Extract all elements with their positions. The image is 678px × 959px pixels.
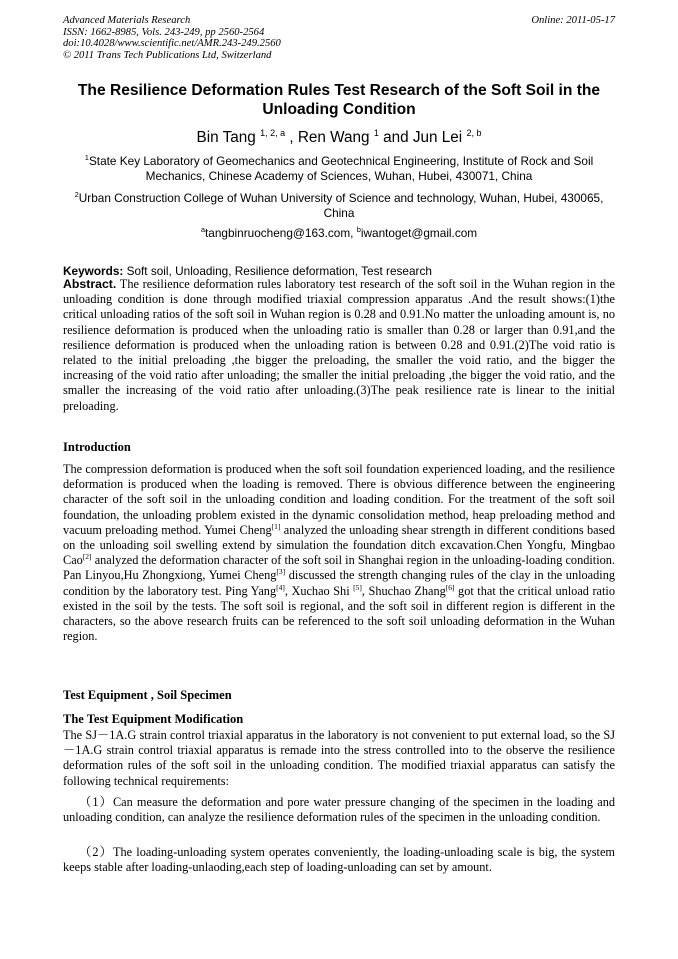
author-affiliation-mark: 2, b [466, 128, 482, 138]
doi-line: doi:10.4028/www.scientific.net/AMR.243-249.2560 [63, 38, 281, 50]
citation[interactable]: [3] [276, 567, 286, 577]
email-mark: a [200, 225, 206, 234]
author-separator: , [285, 129, 298, 146]
email-separator: , [350, 226, 357, 240]
affiliation [63, 154, 615, 184]
journal-name: Advanced Materials Research [63, 15, 191, 26]
abstract [63, 277, 615, 414]
citation[interactable]: [5] [353, 582, 362, 592]
affiliation [63, 191, 615, 221]
author-name: Ren Wang [297, 129, 370, 146]
email-mark: b [356, 225, 361, 234]
intro-text: The compression deformation is produced when the soft soil foundation experienced loading, and the resilience deformation is produced when the loading is removed. There is obvious difference between the engineering character of the soft soil in the unloading condition and loading condition. For the treatment of the soft soil foundation, the unloading problem existed in the dynamic consolidation method, heap preloading method and vacuum preloading method. Yumei Cheng [63, 462, 615, 537]
online-date: Online: 2011-05-17 [531, 15, 615, 26]
abstract-text: The resilience deformation rules laboratory test research of the soft soil in the Wuhan region in the unloading condition is done through modified triaxial compression apparatus .And the result shows:(1)the critical unloading ratios of the soft soil in Wuhan region is 0.28 and 0.91.No matter the unloading amount is, no resilience deformation is produced when the unloading ratio is smaller than 0.28 or larger than 0.91,and the resilience deformation is produced when the unloading ration is between 0.28 and 0.91.(2)The void ratio is related to the initial preloading ,the bigger the preloading, the smaller the void ratio, and the bigger the increasing of the void ratio after unloading; the smaller the initial preloading ,the bigger the void ratio, and the smaller the increasing of the void ratio after unloading.(3)The peak resilience rate is linear to the initial preloading. [63, 277, 615, 413]
keywords-label: Keywords: [63, 264, 124, 278]
affiliation-mark: 1 [84, 153, 89, 162]
citation[interactable]: [1] [271, 521, 281, 531]
affiliation-text: Urban Construction College of Wuhan University of Science and technology, Wuhan, Hubei, 430065, China [78, 191, 604, 220]
citation[interactable]: [2] [82, 552, 92, 562]
body-paragraph: The SJ－1A.G strain control triaxial apparatus in the laboratory is not convenient to put external load, so the SJ－1A.G strain control triaxial apparatus is remade into the stress controlled into to the observe the resilience deformation rules of the soft soil in the unloading condition. The modified triaxial apparatus can satisfy the following technical requirements: [63, 728, 615, 788]
journal-header [63, 15, 281, 61]
author-affiliation-mark: 1, 2, a [260, 128, 286, 138]
paper-title: The Resilience Deformation Rules Test Research of the Soft Soil in the Unloading Condition [77, 82, 601, 118]
body-paragraph: （2）The loading-unloading system operates conveniently, the loading-unloading scale is big, the system keeps stable after loading-unlaoding,each step of loading-unloading can set by amount. [63, 845, 615, 875]
intro-text: got that the critical unload ratio existed in the soil by the tests. The soft soil is regional, and the soft soil in different region is different in the characters, so the above research fruits can be referenced to the soft soil unloading deformation in the Wuhan region. [63, 583, 615, 644]
section-heading-test-equipment: Test Equipment , Soil Specimen [63, 688, 232, 702]
email-line [63, 226, 615, 241]
intro-text: discussed the strength changing rules of the clay in the unloading condition by the laboratory test. Ping Yang [63, 568, 615, 598]
subsection-heading-modification: The Test Equipment Modification [63, 712, 244, 726]
body-paragraph: （1）Can measure the deformation and pore water pressure changing of the specimen in the loading and unloading condition, can analyze the resilience deformation rules of the specimen in the unloading condition. [63, 795, 615, 825]
intro-text: , Xuchao Shi [284, 583, 354, 598]
intro-text: , Shuchao Zhang [361, 583, 446, 598]
affiliation-text: State Key Laboratory of Geomechanics and Geotechnical Engineering, Institute of Rock and Soil Mechanics, Chinese Academy of Sciences, Wuhan, Hubei, 430071, China [88, 154, 594, 183]
author-affiliation-mark: 1 [373, 128, 379, 138]
keywords-text: Soft soil, Unloading, Resilience deformation, Test research [123, 264, 432, 278]
citation[interactable]: [4] [276, 582, 285, 592]
affiliation-mark: 2 [74, 190, 79, 199]
copyright-line: © 2011 Trans Tech Publications Ltd, Switzerland [63, 49, 272, 61]
intro-text: analyzed the deformation character of the soft soil in Shanghai region in the unloading-loading condition. Pan Linyou,Hu Zhongxiong, Yumei Cheng [63, 553, 615, 583]
issn-line: ISSN: 1662-8985, Vols. 243-249, pp 2560-2564 [63, 26, 265, 38]
keywords [63, 264, 615, 278]
email-link[interactable]: iwantoget@gmail.com [360, 226, 478, 240]
section-heading-introduction: Introduction [63, 440, 131, 454]
email-link[interactable]: tangbinruocheng@163.com [205, 226, 351, 240]
author-name: Jun Lei [412, 129, 463, 146]
introduction-paragraph [63, 462, 615, 644]
author-name: Bin Tang [196, 129, 256, 146]
author-list [63, 128, 615, 148]
citation[interactable]: [6] [445, 582, 455, 592]
intro-text: analyzed the unloading shear strength in different conditions based on the unloading soil swelling extend by simulation the foundation ditch excavation.Chen Yongfu, Mingbao Cao [63, 522, 615, 568]
author-separator: and [378, 129, 413, 146]
abstract-label: Abstract. [63, 277, 117, 291]
